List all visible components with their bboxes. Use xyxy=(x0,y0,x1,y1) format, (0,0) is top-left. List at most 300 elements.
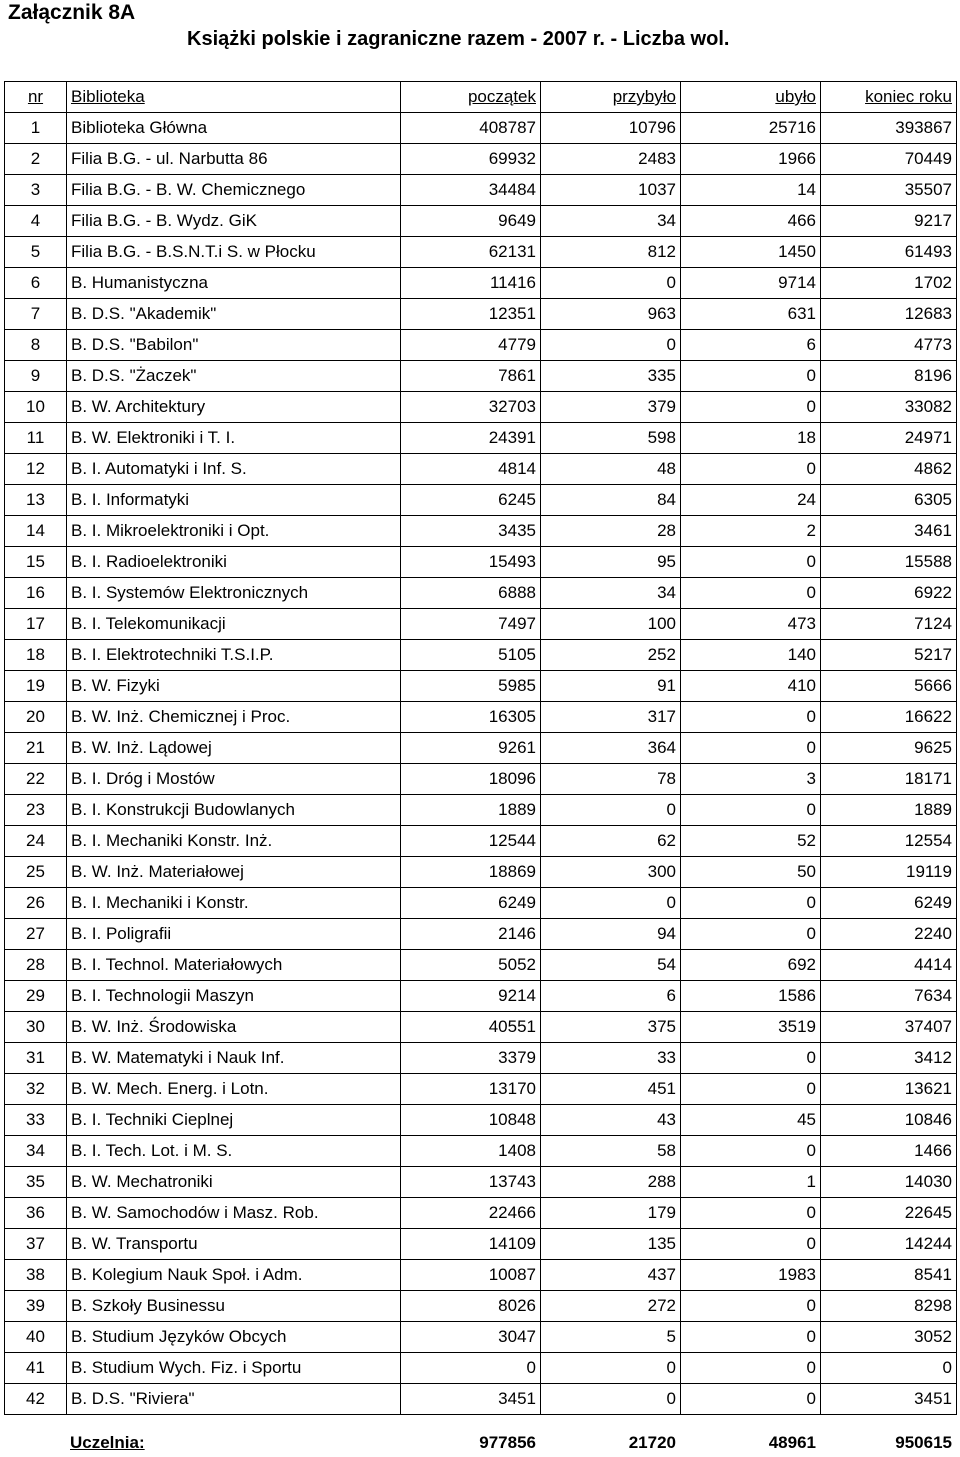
cell-koniec-roku: 8298 xyxy=(821,1291,957,1322)
cell-biblioteka: B. D.S. "Babilon" xyxy=(67,330,401,361)
cell-poczatek: 7497 xyxy=(401,609,541,640)
cell-nr: 32 xyxy=(5,1074,67,1105)
cell-poczatek: 40551 xyxy=(401,1012,541,1043)
column-header-poczatek: początek xyxy=(401,82,541,113)
cell-przybylo: 272 xyxy=(541,1291,681,1322)
table-row xyxy=(5,361,957,392)
cell-koniec-roku: 6305 xyxy=(821,485,957,516)
cell-nr: 30 xyxy=(5,1012,67,1043)
cell-przybylo: 437 xyxy=(541,1260,681,1291)
table-row xyxy=(5,1074,957,1105)
cell-biblioteka: B. I. Radioelektroniki xyxy=(67,547,401,578)
cell-nr: 35 xyxy=(5,1167,67,1198)
cell-biblioteka: B. Studium Języków Obcych xyxy=(67,1322,401,1353)
cell-nr: 34 xyxy=(5,1136,67,1167)
cell-przybylo: 963 xyxy=(541,299,681,330)
cell-biblioteka: Filia B.G. - B.S.N.T.i S. w Płocku xyxy=(67,237,401,268)
cell-przybylo: 300 xyxy=(541,857,681,888)
cell-poczatek: 9261 xyxy=(401,733,541,764)
cell-ubylo: 25716 xyxy=(681,113,821,144)
cell-nr: 12 xyxy=(5,454,67,485)
table-row xyxy=(5,1167,957,1198)
cell-koniec-roku: 61493 xyxy=(821,237,957,268)
cell-biblioteka: B. I. Techniki Cieplnej xyxy=(67,1105,401,1136)
cell-poczatek: 62131 xyxy=(401,237,541,268)
cell-koniec-roku: 16622 xyxy=(821,702,957,733)
cell-przybylo: 78 xyxy=(541,764,681,795)
cell-poczatek: 3379 xyxy=(401,1043,541,1074)
cell-ubylo: 0 xyxy=(681,733,821,764)
cell-koniec-roku: 4862 xyxy=(821,454,957,485)
cell-przybylo: 379 xyxy=(541,392,681,423)
cell-ubylo: 2 xyxy=(681,516,821,547)
cell-ubylo: 52 xyxy=(681,826,821,857)
cell-ubylo: 45 xyxy=(681,1105,821,1136)
cell-poczatek: 4779 xyxy=(401,330,541,361)
table-header-row xyxy=(5,82,957,113)
cell-przybylo: 0 xyxy=(541,795,681,826)
cell-poczatek: 11416 xyxy=(401,268,541,299)
cell-ubylo: 0 xyxy=(681,361,821,392)
table-row xyxy=(5,330,957,361)
cell-ubylo: 692 xyxy=(681,950,821,981)
cell-przybylo: 10796 xyxy=(541,113,681,144)
column-header-ubylo: ubyło xyxy=(681,82,821,113)
cell-poczatek: 6249 xyxy=(401,888,541,919)
cell-koniec-roku: 5666 xyxy=(821,671,957,702)
cell-ubylo: 140 xyxy=(681,640,821,671)
cell-koniec-roku: 12683 xyxy=(821,299,957,330)
cell-nr: 42 xyxy=(5,1384,67,1415)
cell-ubylo: 0 xyxy=(681,1322,821,1353)
cell-przybylo: 451 xyxy=(541,1074,681,1105)
table-row xyxy=(5,1322,957,1353)
cell-ubylo: 0 xyxy=(681,578,821,609)
table-row xyxy=(5,764,957,795)
cell-ubylo: 3519 xyxy=(681,1012,821,1043)
cell-biblioteka: B. I. Mechaniki i Konstr. xyxy=(67,888,401,919)
table-row xyxy=(5,919,957,950)
cell-biblioteka: B. Studium Wych. Fiz. i Sportu xyxy=(67,1353,401,1384)
cell-biblioteka: B. Kolegium Nauk Społ. i Adm. xyxy=(67,1260,401,1291)
cell-nr: 39 xyxy=(5,1291,67,1322)
table-row xyxy=(5,640,957,671)
cell-poczatek: 8026 xyxy=(401,1291,541,1322)
cell-koniec-roku: 12554 xyxy=(821,826,957,857)
cell-ubylo: 0 xyxy=(681,1043,821,1074)
cell-nr: 25 xyxy=(5,857,67,888)
table-row xyxy=(5,1105,957,1136)
cell-koniec-roku: 33082 xyxy=(821,392,957,423)
cell-przybylo: 2483 xyxy=(541,144,681,175)
total-koniec-roku: 950615 xyxy=(895,1433,952,1452)
table-row xyxy=(5,547,957,578)
cell-nr: 33 xyxy=(5,1105,67,1136)
cell-biblioteka: B. W. Inż. Materiałowej xyxy=(67,857,401,888)
table-row xyxy=(5,516,957,547)
cell-przybylo: 5 xyxy=(541,1322,681,1353)
cell-przybylo: 1037 xyxy=(541,175,681,206)
cell-ubylo: 0 xyxy=(681,1136,821,1167)
cell-nr: 22 xyxy=(5,764,67,795)
cell-nr: 29 xyxy=(5,981,67,1012)
cell-koniec-roku: 8196 xyxy=(821,361,957,392)
cell-biblioteka: B. D.S. "Akademik" xyxy=(67,299,401,330)
cell-nr: 23 xyxy=(5,795,67,826)
cell-biblioteka: B. W. Inż. Lądowej xyxy=(67,733,401,764)
table-row xyxy=(5,981,957,1012)
cell-koniec-roku: 14244 xyxy=(821,1229,957,1260)
column-header-koniec-roku: koniec roku xyxy=(821,82,957,113)
cell-nr: 31 xyxy=(5,1043,67,1074)
column-header-przybylo: przybyło xyxy=(541,82,681,113)
cell-koniec-roku: 18171 xyxy=(821,764,957,795)
table-row xyxy=(5,1136,957,1167)
cell-nr: 10 xyxy=(5,392,67,423)
table-row xyxy=(5,1384,957,1415)
cell-koniec-roku: 3052 xyxy=(821,1322,957,1353)
cell-biblioteka: B. I. Tech. Lot. i M. S. xyxy=(67,1136,401,1167)
cell-koniec-roku: 1889 xyxy=(821,795,957,826)
page-subtitle: Książki polskie i zagraniczne razem - 2007 r. - Liczba wol. xyxy=(187,28,730,50)
cell-koniec-roku: 14030 xyxy=(821,1167,957,1198)
table-row xyxy=(5,1260,957,1291)
cell-przybylo: 43 xyxy=(541,1105,681,1136)
cell-nr: 21 xyxy=(5,733,67,764)
cell-poczatek: 9214 xyxy=(401,981,541,1012)
cell-koniec-roku: 4773 xyxy=(821,330,957,361)
cell-nr: 36 xyxy=(5,1198,67,1229)
cell-koniec-roku: 6922 xyxy=(821,578,957,609)
column-header-biblioteka: Biblioteka xyxy=(67,82,401,113)
cell-biblioteka: B. I. Poligrafii xyxy=(67,919,401,950)
cell-poczatek: 7861 xyxy=(401,361,541,392)
cell-biblioteka: B. I. Elektrotechniki T.S.I.P. xyxy=(67,640,401,671)
cell-nr: 38 xyxy=(5,1260,67,1291)
column-header-nr: nr xyxy=(5,82,67,113)
cell-nr: 11 xyxy=(5,423,67,454)
cell-nr: 24 xyxy=(5,826,67,857)
totals-row-table xyxy=(4,1430,956,1456)
cell-koniec-roku: 7634 xyxy=(821,981,957,1012)
cell-biblioteka: B. W. Mech. Energ. i Lotn. xyxy=(67,1074,401,1105)
cell-biblioteka: B. I. Technol. Materiałowych xyxy=(67,950,401,981)
cell-nr: 5 xyxy=(5,237,67,268)
cell-przybylo: 179 xyxy=(541,1198,681,1229)
cell-biblioteka: B. I. Informatyki xyxy=(67,485,401,516)
cell-biblioteka: B. W. Mechatroniki xyxy=(67,1167,401,1198)
page-title: Załącznik 8A xyxy=(8,1,136,24)
cell-ubylo: 24 xyxy=(681,485,821,516)
cell-ubylo: 1966 xyxy=(681,144,821,175)
cell-poczatek: 5985 xyxy=(401,671,541,702)
cell-biblioteka: B. W. Fizyki xyxy=(67,671,401,702)
table-row xyxy=(5,1012,957,1043)
cell-biblioteka: B. W. Transportu xyxy=(67,1229,401,1260)
table-row xyxy=(5,578,957,609)
totals-row xyxy=(4,1430,956,1456)
table-row xyxy=(5,1198,957,1229)
table-row xyxy=(5,702,957,733)
cell-biblioteka: B. D.S. "Riviera" xyxy=(67,1384,401,1415)
table-row xyxy=(5,268,957,299)
cell-nr: 40 xyxy=(5,1322,67,1353)
cell-biblioteka: B. I. Systemów Elektronicznych xyxy=(67,578,401,609)
cell-koniec-roku: 19119 xyxy=(821,857,957,888)
cell-nr: 16 xyxy=(5,578,67,609)
cell-przybylo: 375 xyxy=(541,1012,681,1043)
cell-nr: 14 xyxy=(5,516,67,547)
cell-przybylo: 0 xyxy=(541,268,681,299)
cell-poczatek: 3451 xyxy=(401,1384,541,1415)
table-body xyxy=(5,82,957,1415)
cell-biblioteka: B. W. Inż. Środowiska xyxy=(67,1012,401,1043)
cell-nr: 4 xyxy=(5,206,67,237)
cell-poczatek: 9649 xyxy=(401,206,541,237)
table-row xyxy=(5,1353,957,1384)
cell-przybylo: 34 xyxy=(541,206,681,237)
cell-koniec-roku: 3451 xyxy=(821,1384,957,1415)
cell-przybylo: 100 xyxy=(541,609,681,640)
cell-koniec-roku: 3412 xyxy=(821,1043,957,1074)
cell-przybylo: 252 xyxy=(541,640,681,671)
total-poczatek: 977856 xyxy=(479,1433,536,1452)
cell-przybylo: 34 xyxy=(541,578,681,609)
cell-ubylo: 410 xyxy=(681,671,821,702)
cell-biblioteka: Filia B.G. - ul. Narbutta 86 xyxy=(67,144,401,175)
cell-przybylo: 288 xyxy=(541,1167,681,1198)
cell-przybylo: 317 xyxy=(541,702,681,733)
cell-przybylo: 335 xyxy=(541,361,681,392)
cell-ubylo: 0 xyxy=(681,1074,821,1105)
cell-poczatek: 10087 xyxy=(401,1260,541,1291)
cell-przybylo: 0 xyxy=(541,1384,681,1415)
cell-poczatek: 32703 xyxy=(401,392,541,423)
cell-przybylo: 812 xyxy=(541,237,681,268)
table-row xyxy=(5,113,957,144)
cell-przybylo: 62 xyxy=(541,826,681,857)
cell-biblioteka: B. I. Automatyki i Inf. S. xyxy=(67,454,401,485)
cell-ubylo: 0 xyxy=(681,1229,821,1260)
cell-koniec-roku: 22645 xyxy=(821,1198,957,1229)
cell-poczatek: 4814 xyxy=(401,454,541,485)
table-row xyxy=(5,485,957,516)
table-row xyxy=(5,144,957,175)
table-row xyxy=(5,826,957,857)
cell-nr: 9 xyxy=(5,361,67,392)
cell-biblioteka: B. W. Matematyki i Nauk Inf. xyxy=(67,1043,401,1074)
cell-poczatek: 408787 xyxy=(401,113,541,144)
cell-biblioteka: B. I. Mikroelektroniki i Opt. xyxy=(67,516,401,547)
table-row xyxy=(5,609,957,640)
cell-biblioteka: B. I. Konstrukcji Budowlanych xyxy=(67,795,401,826)
cell-koniec-roku: 5217 xyxy=(821,640,957,671)
cell-ubylo: 6 xyxy=(681,330,821,361)
cell-nr: 8 xyxy=(5,330,67,361)
cell-poczatek: 3435 xyxy=(401,516,541,547)
cell-nr: 6 xyxy=(5,268,67,299)
cell-biblioteka: B. W. Samochodów i Masz. Rob. xyxy=(67,1198,401,1229)
cell-koniec-roku: 1702 xyxy=(821,268,957,299)
cell-koniec-roku: 15588 xyxy=(821,547,957,578)
cell-ubylo: 1586 xyxy=(681,981,821,1012)
cell-koniec-roku: 7124 xyxy=(821,609,957,640)
cell-przybylo: 58 xyxy=(541,1136,681,1167)
cell-biblioteka: B. I. Mechaniki Konstr. Inż. xyxy=(67,826,401,857)
cell-poczatek: 13743 xyxy=(401,1167,541,1198)
cell-nr: 3 xyxy=(5,175,67,206)
cell-poczatek: 13170 xyxy=(401,1074,541,1105)
cell-koniec-roku: 4414 xyxy=(821,950,957,981)
cell-poczatek: 3047 xyxy=(401,1322,541,1353)
cell-ubylo: 466 xyxy=(681,206,821,237)
cell-poczatek: 12351 xyxy=(401,299,541,330)
cell-koniec-roku: 9625 xyxy=(821,733,957,764)
cell-biblioteka: B. W. Architektury xyxy=(67,392,401,423)
cell-ubylo: 18 xyxy=(681,423,821,454)
cell-koniec-roku: 35507 xyxy=(821,175,957,206)
cell-ubylo: 0 xyxy=(681,888,821,919)
table-row xyxy=(5,950,957,981)
cell-poczatek: 1889 xyxy=(401,795,541,826)
table-row xyxy=(5,237,957,268)
table-row xyxy=(5,454,957,485)
cell-koniec-roku: 8541 xyxy=(821,1260,957,1291)
table-row xyxy=(5,1291,957,1322)
cell-poczatek: 16305 xyxy=(401,702,541,733)
cell-poczatek: 10848 xyxy=(401,1105,541,1136)
cell-koniec-roku: 70449 xyxy=(821,144,957,175)
cell-koniec-roku: 1466 xyxy=(821,1136,957,1167)
cell-poczatek: 6245 xyxy=(401,485,541,516)
cell-przybylo: 0 xyxy=(541,330,681,361)
cell-poczatek: 0 xyxy=(401,1353,541,1384)
cell-ubylo: 3 xyxy=(681,764,821,795)
cell-poczatek: 5052 xyxy=(401,950,541,981)
cell-nr: 17 xyxy=(5,609,67,640)
cell-ubylo: 0 xyxy=(681,702,821,733)
table-row xyxy=(5,1043,957,1074)
table-row xyxy=(5,733,957,764)
cell-nr: 19 xyxy=(5,671,67,702)
cell-biblioteka: B. I. Technologii Maszyn xyxy=(67,981,401,1012)
cell-poczatek: 6888 xyxy=(401,578,541,609)
cell-koniec-roku: 2240 xyxy=(821,919,957,950)
table-row xyxy=(5,299,957,330)
cell-nr: 15 xyxy=(5,547,67,578)
cell-poczatek: 69932 xyxy=(401,144,541,175)
cell-ubylo: 473 xyxy=(681,609,821,640)
table-row xyxy=(5,392,957,423)
table-row xyxy=(5,175,957,206)
cell-koniec-roku: 6249 xyxy=(821,888,957,919)
table-row xyxy=(5,1229,957,1260)
cell-poczatek: 24391 xyxy=(401,423,541,454)
cell-koniec-roku: 393867 xyxy=(821,113,957,144)
cell-poczatek: 34484 xyxy=(401,175,541,206)
cell-koniec-roku: 3461 xyxy=(821,516,957,547)
cell-nr: 2 xyxy=(5,144,67,175)
cell-biblioteka: Biblioteka Główna xyxy=(67,113,401,144)
cell-biblioteka: B. I. Dróg i Mostów xyxy=(67,764,401,795)
cell-przybylo: 94 xyxy=(541,919,681,950)
totals-label: Uczelnia: xyxy=(70,1433,145,1452)
cell-przybylo: 0 xyxy=(541,1353,681,1384)
cell-przybylo: 33 xyxy=(541,1043,681,1074)
cell-nr: 18 xyxy=(5,640,67,671)
cell-koniec-roku: 10846 xyxy=(821,1105,957,1136)
cell-poczatek: 2146 xyxy=(401,919,541,950)
cell-nr: 7 xyxy=(5,299,67,330)
cell-przybylo: 84 xyxy=(541,485,681,516)
cell-biblioteka: B. W. Inż. Chemicznej i Proc. xyxy=(67,702,401,733)
table-row xyxy=(5,888,957,919)
cell-koniec-roku: 13621 xyxy=(821,1074,957,1105)
cell-ubylo: 1450 xyxy=(681,237,821,268)
cell-biblioteka: B. Szkoły Businessu xyxy=(67,1291,401,1322)
cell-ubylo: 0 xyxy=(681,547,821,578)
cell-poczatek: 14109 xyxy=(401,1229,541,1260)
cell-ubylo: 0 xyxy=(681,1198,821,1229)
cell-koniec-roku: 9217 xyxy=(821,206,957,237)
cell-ubylo: 0 xyxy=(681,392,821,423)
cell-ubylo: 1 xyxy=(681,1167,821,1198)
cell-biblioteka: B. I. Telekomunikacji xyxy=(67,609,401,640)
cell-poczatek: 12544 xyxy=(401,826,541,857)
cell-przybylo: 48 xyxy=(541,454,681,485)
cell-przybylo: 54 xyxy=(541,950,681,981)
cell-ubylo: 0 xyxy=(681,919,821,950)
cell-ubylo: 1983 xyxy=(681,1260,821,1291)
cell-nr: 13 xyxy=(5,485,67,516)
cell-ubylo: 9714 xyxy=(681,268,821,299)
cell-nr: 37 xyxy=(5,1229,67,1260)
cell-poczatek: 18096 xyxy=(401,764,541,795)
cell-koniec-roku: 37407 xyxy=(821,1012,957,1043)
cell-przybylo: 598 xyxy=(541,423,681,454)
table-row xyxy=(5,206,957,237)
cell-biblioteka: B. D.S. "Żaczek" xyxy=(67,361,401,392)
cell-koniec-roku: 24971 xyxy=(821,423,957,454)
cell-przybylo: 364 xyxy=(541,733,681,764)
cell-ubylo: 631 xyxy=(681,299,821,330)
table-row xyxy=(5,795,957,826)
cell-ubylo: 14 xyxy=(681,175,821,206)
cell-poczatek: 15493 xyxy=(401,547,541,578)
cell-biblioteka: Filia B.G. - B. Wydz. GiK xyxy=(67,206,401,237)
cell-przybylo: 0 xyxy=(541,888,681,919)
cell-poczatek: 18869 xyxy=(401,857,541,888)
cell-przybylo: 135 xyxy=(541,1229,681,1260)
cell-biblioteka: B. Humanistyczna xyxy=(67,268,401,299)
cell-nr: 27 xyxy=(5,919,67,950)
table-row xyxy=(5,423,957,454)
cell-poczatek: 22466 xyxy=(401,1198,541,1229)
cell-biblioteka: B. W. Elektroniki i T. I. xyxy=(67,423,401,454)
cell-przybylo: 6 xyxy=(541,981,681,1012)
cell-ubylo: 0 xyxy=(681,454,821,485)
cell-nr: 1 xyxy=(5,113,67,144)
cell-nr: 26 xyxy=(5,888,67,919)
cell-nr: 41 xyxy=(5,1353,67,1384)
cell-przybylo: 91 xyxy=(541,671,681,702)
cell-przybylo: 95 xyxy=(541,547,681,578)
cell-ubylo: 0 xyxy=(681,1291,821,1322)
cell-koniec-roku: 0 xyxy=(821,1353,957,1384)
cell-ubylo: 0 xyxy=(681,1384,821,1415)
cell-przybylo: 28 xyxy=(541,516,681,547)
cell-poczatek: 5105 xyxy=(401,640,541,671)
